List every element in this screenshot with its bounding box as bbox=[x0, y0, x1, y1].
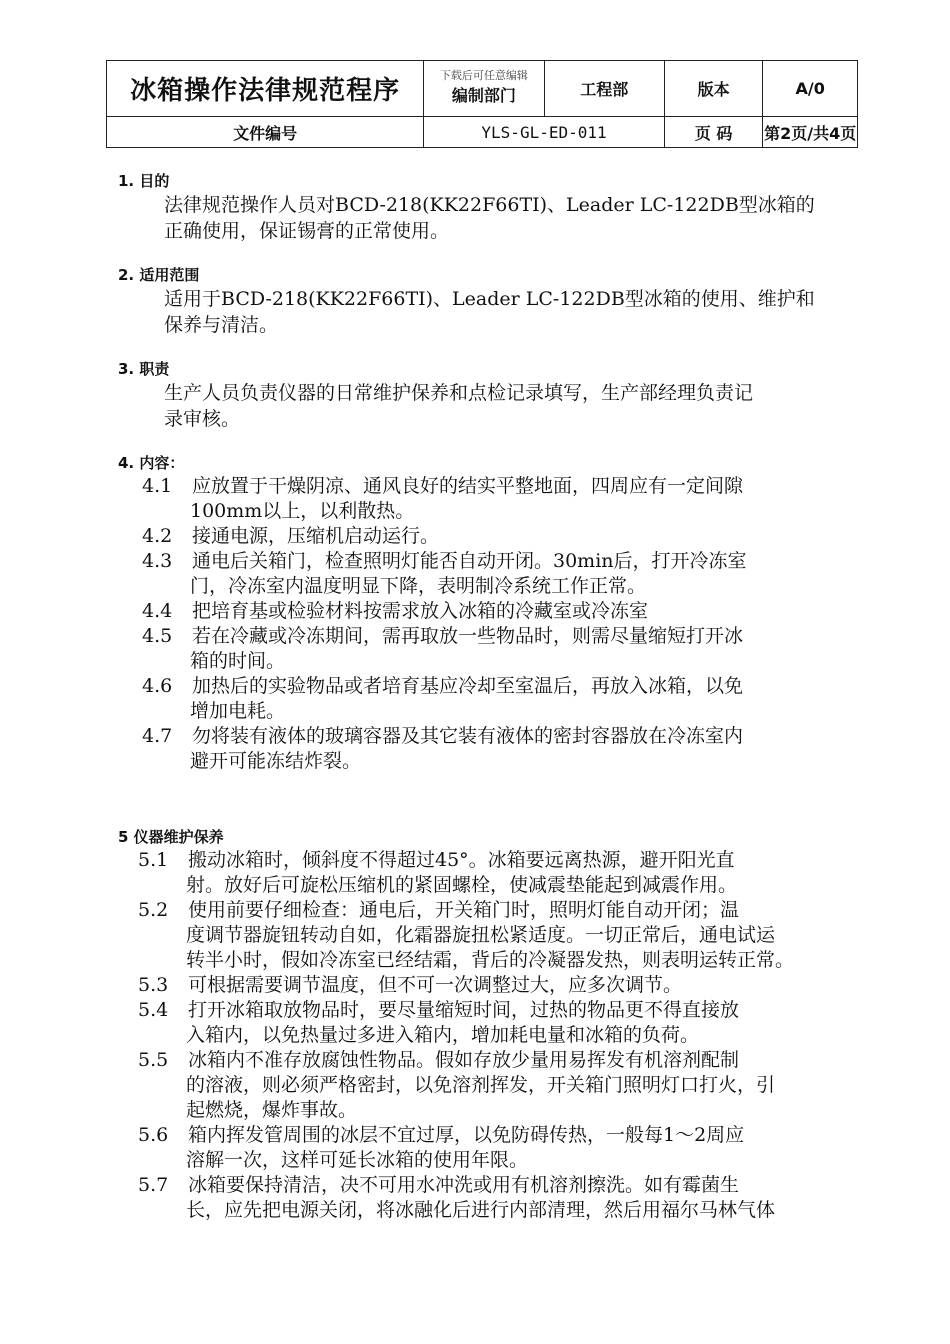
list-item bbox=[138, 1048, 868, 1123]
list-item bbox=[138, 998, 868, 1048]
item-text: 勿将装有液体的玻璃容器及其它装有液体的密封容器放在冷冻室内 bbox=[192, 725, 744, 747]
list-item bbox=[138, 1123, 868, 1173]
paragraph-line: 适用于BCD-218(KK22F66TI)、Leader LC-122DB型冰箱的使用、维护和 bbox=[164, 288, 815, 310]
page-value-cell bbox=[763, 117, 858, 148]
section-responsibility bbox=[118, 358, 868, 432]
list-item bbox=[142, 674, 868, 724]
docno-value: YLS-GL-ED-011 bbox=[481, 122, 607, 142]
item-text: 100mm以上，以利散热。 bbox=[190, 500, 415, 522]
item-text: 起燃烧，爆炸事故。 bbox=[186, 1099, 358, 1121]
item-number: 4.5 bbox=[142, 625, 173, 647]
version-label-cell bbox=[664, 61, 762, 117]
item-number: 5.5 bbox=[138, 1049, 169, 1071]
item-number: 5.3 bbox=[138, 974, 169, 996]
item-text: 门，冷冻室内温度明显下降，表明制冷系统工作正常。 bbox=[190, 575, 647, 597]
item-text: 应放置于干燥阴凉、通风良好的结实平整地面，四周应有一定间隙 bbox=[192, 475, 744, 497]
list-item bbox=[142, 524, 868, 549]
section-scope bbox=[118, 264, 868, 338]
paragraph-line: 正确使用，保证锡膏的正常使用。 bbox=[164, 220, 450, 242]
page-label: 页 码 bbox=[694, 123, 733, 143]
item-text: 入箱内，以免热量过多进入箱内，增加耗电量和冰箱的负荷。 bbox=[186, 1024, 700, 1046]
item-text: 转半小时，假如冷冻室已经结霜，背后的冷凝器发热，则表明运转正常。 bbox=[186, 949, 795, 971]
item-text: 的溶液，则必须严格密封，以免溶剂挥发，开关箱门照明灯口打火，引 bbox=[186, 1074, 776, 1096]
item-text: 搬动冰箱时，倾斜度不得超过45°。冰箱要远离热源，避开阳光直 bbox=[188, 849, 735, 871]
item-number: 5.1 bbox=[138, 849, 169, 871]
paragraph-line: 生产人员负责仪器的日常维护保养和点检记录填写，生产部经理负责记 bbox=[164, 382, 754, 404]
document-title-cell bbox=[107, 61, 424, 117]
list-item bbox=[142, 599, 868, 624]
version-value: A/0 bbox=[795, 79, 825, 98]
section-content bbox=[118, 452, 868, 774]
section-title: 4. 内容： bbox=[118, 454, 185, 472]
section-title: 3. 职责 bbox=[118, 360, 170, 378]
item-number: 4.7 bbox=[142, 725, 173, 747]
item-text: 箱的时间。 bbox=[190, 650, 286, 672]
version-label: 版本 bbox=[697, 80, 730, 99]
item-text: 冰箱内不准存放腐蚀性物品。假如存放少量用易挥发有机溶剂配制 bbox=[188, 1049, 740, 1071]
paragraph-line: 保养与清洁。 bbox=[164, 314, 279, 336]
section-title: 2. 适用范围 bbox=[118, 266, 200, 284]
item-number: 4.1 bbox=[142, 475, 173, 497]
document-title: 冰箱操作法律规范程序 bbox=[130, 76, 401, 106]
page-label-cell bbox=[664, 117, 762, 148]
dept-label-cell bbox=[424, 61, 544, 117]
item-text: 打开冰箱取放物品时，要尽量缩短时间，过热的物品更不得直接放 bbox=[188, 999, 740, 1021]
item-text: 使用前要仔细检查：通电后，开关箱门时，照明灯能自动开闭；温 bbox=[188, 899, 740, 921]
list-item bbox=[138, 848, 868, 898]
item-number: 4.4 bbox=[142, 600, 173, 622]
section-purpose bbox=[118, 170, 868, 244]
list-item bbox=[142, 549, 868, 599]
item-text: 长，应先把电源关闭，将冰融化后进行内部清理，然后用福尔马林气体 bbox=[186, 1199, 776, 1221]
item-text: 加热后的实验物品或者培育基应冷却至室温后，再放入冰箱，以免 bbox=[192, 675, 744, 697]
section-title: 1. 目的 bbox=[118, 172, 170, 190]
item-number: 5.2 bbox=[138, 899, 169, 921]
item-text: 射。放好后可旋松压缩机的紧固螺栓，使减震垫能起到减震作用。 bbox=[186, 874, 738, 896]
list-item bbox=[138, 973, 868, 998]
page-value: 第2页/共4页 bbox=[764, 123, 857, 143]
list-item bbox=[142, 724, 868, 774]
dept-value-cell bbox=[544, 61, 664, 117]
item-text: 接通电源，压缩机启动运行。 bbox=[192, 525, 440, 547]
paragraph-line: 法律规范操作人员对BCD-218(KK22F66TI)、Leader LC-122DB型冰箱的 bbox=[164, 194, 815, 216]
docno-label-cell bbox=[107, 117, 424, 148]
dept-value: 工程部 bbox=[580, 80, 629, 99]
item-number: 5.4 bbox=[138, 999, 169, 1021]
item-text: 通电后关箱门，检查照明灯能否自动开闭。30min后，打开冷冻室 bbox=[192, 550, 747, 572]
dept-label: 编制部门 bbox=[451, 86, 516, 105]
item-text: 增加电耗。 bbox=[190, 700, 286, 722]
item-number: 5.6 bbox=[138, 1124, 169, 1146]
list-item bbox=[138, 1173, 868, 1223]
item-number: 4.3 bbox=[142, 550, 173, 572]
docno-label: 文件编号 bbox=[233, 123, 298, 143]
item-text: 度调节器旋钮转动自如，化霜器旋扭松紧适度。一切正常后，通电试运 bbox=[186, 924, 776, 946]
section-title: 5 仪器维护保养 bbox=[118, 828, 224, 846]
watermark-text: 下载后可任意编辑 bbox=[439, 69, 528, 82]
item-text: 把培育基或检验材料按需求放入冰箱的冷藏室或冷冻室 bbox=[192, 600, 649, 622]
section-maintenance bbox=[118, 826, 868, 1223]
item-number: 4.6 bbox=[142, 675, 173, 697]
item-text: 冰箱要保持清洁，决不可用水冲洗或用有机溶剂擦洗。如有霉菌生 bbox=[188, 1174, 740, 1196]
item-number: 5.7 bbox=[138, 1174, 169, 1196]
item-text: 可根据需要调节温度，但不可一次调整过大，应多次调节。 bbox=[188, 974, 683, 996]
list-item bbox=[142, 474, 868, 524]
list-item bbox=[138, 898, 868, 973]
item-text: 避开可能冻结炸裂。 bbox=[190, 750, 362, 772]
list-item bbox=[142, 624, 868, 674]
item-text: 若在冷藏或冷冻期间，需再取放一些物品时，则需尽量缩短打开冰 bbox=[192, 625, 744, 647]
document-body bbox=[118, 170, 868, 1223]
document-header-table bbox=[106, 60, 858, 148]
docno-value-cell bbox=[424, 117, 665, 148]
item-text: 溶解一次，这样可延长冰箱的使用年限。 bbox=[186, 1149, 529, 1171]
version-value-cell bbox=[763, 61, 858, 117]
item-number: 4.2 bbox=[142, 525, 173, 547]
item-text: 箱内挥发管周围的冰层不宜过厚，以免防碍传热，一般每1～2周应 bbox=[188, 1124, 745, 1146]
paragraph-line: 录审核。 bbox=[164, 408, 241, 430]
